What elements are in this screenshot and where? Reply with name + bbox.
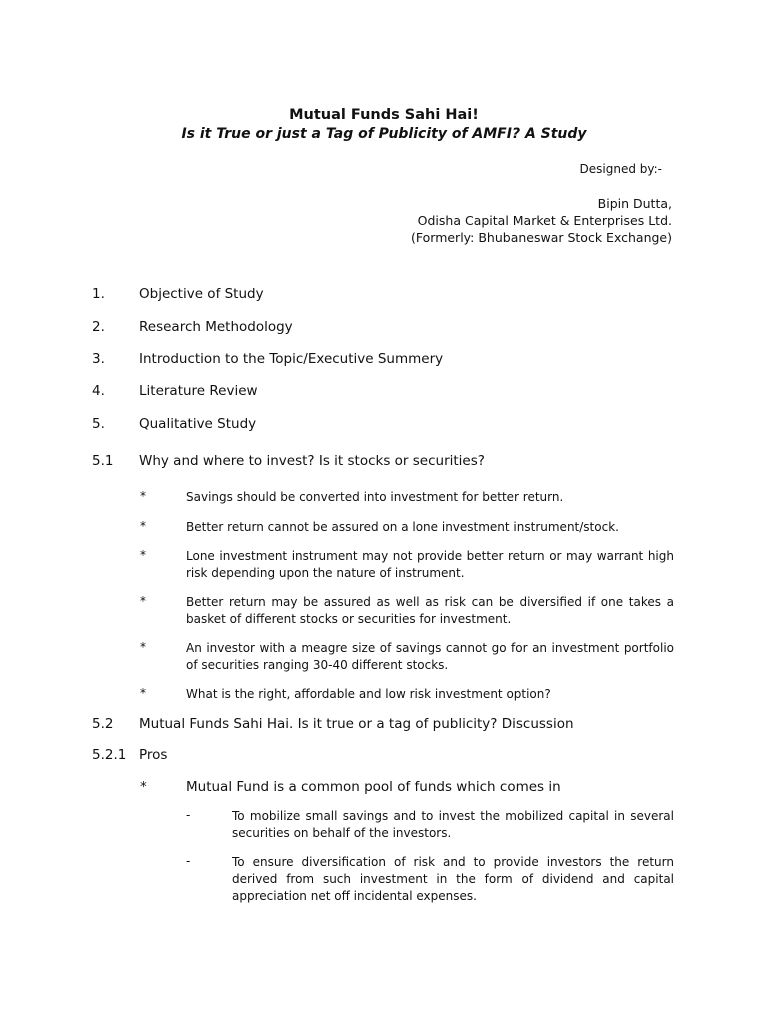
bullet-marker: *	[140, 779, 147, 795]
bullet-marker: *	[140, 594, 146, 608]
bullet-text: Better return cannot be assured on a lone investment instrument/stock.	[186, 520, 619, 534]
author-organization: Odisha Capital Market & Enterprises Ltd.	[417, 213, 672, 228]
contents-number: 5.	[92, 416, 105, 432]
document-subtitle: Is it True or just a Tag of Publicity of AMFI? A Study	[181, 126, 587, 142]
author-organization-former: (Formerly: Bhubaneswar Stock Exchange)	[411, 230, 672, 245]
dash-marker: -	[186, 808, 191, 822]
section-number: 5.1	[92, 453, 114, 469]
contents-item: Literature Review	[139, 383, 258, 399]
contents-item: Introduction to the Topic/Executive Summery	[139, 351, 444, 367]
section-number: 5.2.1	[92, 747, 127, 763]
bullet-text: Mutual Fund is a common pool of funds which comes in	[186, 779, 561, 795]
contents-number: 4.	[92, 383, 105, 399]
bullet-text: Savings should be converted into investment for better return.	[186, 490, 564, 504]
bullet-text: What is the right, affordable and low risk investment option?	[186, 687, 551, 701]
bullet-text: Lone investment instrument may not provide better return or may warrant high risk depending upon the nature of instrument.	[186, 549, 674, 580]
section-heading: Why and where to invest? Is it stocks or securities?	[139, 453, 485, 469]
contents-number: 3.	[92, 351, 105, 367]
bullet-marker: *	[140, 519, 146, 533]
designed-by-label: Designed by:-	[579, 162, 662, 176]
bullet-text: Better return may be assured as well as risk can be diversified if one takes a basket of different stocks or securities for investment.	[186, 595, 674, 626]
bullet-marker: *	[140, 640, 146, 654]
author-name: Bipin Dutta,	[597, 196, 672, 211]
contents-number: 1.	[92, 286, 105, 302]
dash-text: To mobilize small savings and to invest the mobilized capital in several securities on behalf of the investors.	[232, 809, 674, 840]
section-heading: Pros	[139, 747, 168, 763]
bullet-marker: *	[140, 489, 146, 503]
contents-item: Research Methodology	[139, 319, 293, 335]
dash-text: To ensure diversification of risk and to provide investors the return derived from such investment in the form of dividend and capital appreciation net off incidental expenses.	[232, 855, 674, 903]
section-heading: Mutual Funds Sahi Hai. Is it true or a tag of publicity? Discussion	[139, 716, 574, 732]
section-number: 5.2	[92, 716, 114, 732]
document-title: Mutual Funds Sahi Hai!	[289, 107, 479, 123]
bullet-text: An investor with a meagre size of savings cannot go for an investment portfolio of securities ranging 30-40 different stocks.	[186, 641, 674, 672]
bullet-marker: *	[140, 686, 146, 700]
contents-item: Objective of Study	[139, 286, 264, 302]
contents-number: 2.	[92, 319, 105, 335]
dash-marker: -	[186, 854, 191, 868]
contents-item: Qualitative Study	[139, 416, 257, 432]
bullet-marker: *	[140, 548, 146, 562]
